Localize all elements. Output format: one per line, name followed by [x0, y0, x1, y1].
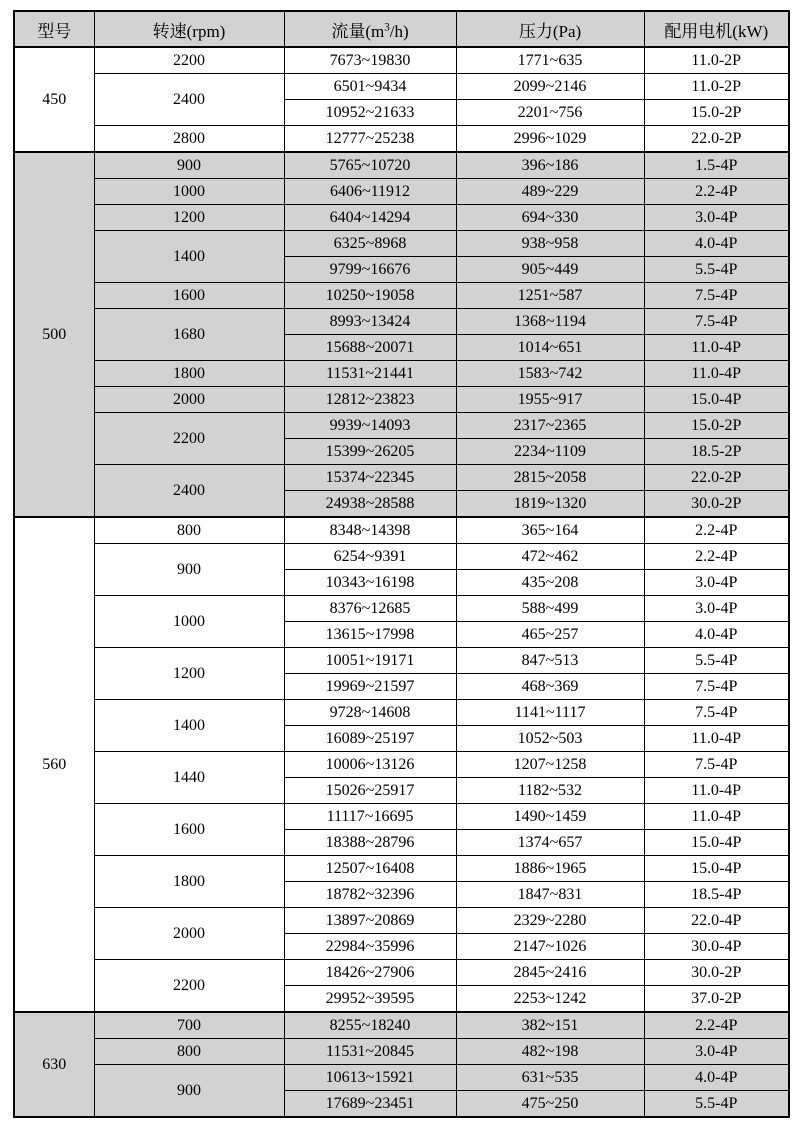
column-header-motor: 配用电机(kW) — [644, 11, 789, 47]
flow-cell: 9939~14093 — [284, 413, 456, 439]
table-row — [14, 361, 789, 387]
pressure-cell: 2253~1242 — [456, 986, 644, 1013]
pressure-cell: 2317~2365 — [456, 413, 644, 439]
motor-cell: 11.0-2P — [644, 74, 789, 100]
flow-cell: 10051~19171 — [284, 648, 456, 674]
table-row — [14, 804, 789, 830]
pressure-cell: 905~449 — [456, 257, 644, 283]
speed-cell: 1400 — [94, 700, 284, 752]
flow-cell: 6404~14294 — [284, 205, 456, 231]
table-row — [14, 596, 789, 622]
flow-cell: 15688~20071 — [284, 335, 456, 361]
motor-cell: 18.5-4P — [644, 882, 789, 908]
speed-cell: 1680 — [94, 309, 284, 361]
motor-cell: 5.5-4P — [644, 1091, 789, 1118]
speed-cell: 1200 — [94, 205, 284, 231]
motor-cell: 30.0-2P — [644, 491, 789, 518]
pressure-cell: 1374~657 — [456, 830, 644, 856]
pressure-cell: 2845~2416 — [456, 960, 644, 986]
speed-cell: 1400 — [94, 231, 284, 283]
table-header-row — [14, 11, 789, 47]
motor-cell: 5.5-4P — [644, 257, 789, 283]
pressure-cell: 694~330 — [456, 205, 644, 231]
pressure-cell: 1955~917 — [456, 387, 644, 413]
pressure-cell: 2329~2280 — [456, 908, 644, 934]
pressure-cell: 2099~2146 — [456, 74, 644, 100]
table-row — [14, 205, 789, 231]
table-row — [14, 126, 789, 153]
motor-cell: 3.0-4P — [644, 570, 789, 596]
pressure-cell: 1141~1117 — [456, 700, 644, 726]
flow-cell: 6501~9434 — [284, 74, 456, 100]
motor-cell: 15.0-4P — [644, 856, 789, 882]
flow-cell: 18426~27906 — [284, 960, 456, 986]
flow-cell: 5765~10720 — [284, 152, 456, 179]
pressure-cell: 489~229 — [456, 179, 644, 205]
pressure-cell: 938~958 — [456, 231, 644, 257]
speed-cell: 1440 — [94, 752, 284, 804]
motor-cell: 2.2-4P — [644, 517, 789, 544]
table-row — [14, 752, 789, 778]
pressure-cell: 1207~1258 — [456, 752, 644, 778]
flow-cell: 15399~26205 — [284, 439, 456, 465]
pressure-cell: 382~151 — [456, 1012, 644, 1039]
flow-cell: 22984~35996 — [284, 934, 456, 960]
motor-cell: 2.2-4P — [644, 179, 789, 205]
flow-cell: 6254~9391 — [284, 544, 456, 570]
motor-cell: 22.0-4P — [644, 908, 789, 934]
column-header-model: 型号 — [14, 11, 94, 47]
flow-cell: 9799~16676 — [284, 257, 456, 283]
speed-cell: 1000 — [94, 596, 284, 648]
flow-cell: 8255~18240 — [284, 1012, 456, 1039]
table-body — [14, 47, 789, 1117]
speed-cell: 2200 — [94, 47, 284, 74]
motor-cell: 11.0-4P — [644, 778, 789, 804]
motor-cell: 15.0-2P — [644, 100, 789, 126]
pressure-cell: 1251~587 — [456, 283, 644, 309]
table-row — [14, 544, 789, 570]
motor-cell: 3.0-4P — [644, 1039, 789, 1065]
speed-cell: 1000 — [94, 179, 284, 205]
pressure-cell: 1182~532 — [456, 778, 644, 804]
column-header-speed: 转速(rpm) — [94, 11, 284, 47]
flow-cell: 6325~8968 — [284, 231, 456, 257]
motor-cell: 11.0-4P — [644, 726, 789, 752]
speed-cell: 800 — [94, 517, 284, 544]
flow-cell: 12507~16408 — [284, 856, 456, 882]
pressure-cell: 482~198 — [456, 1039, 644, 1065]
flow-cell: 17689~23451 — [284, 1091, 456, 1118]
table-row — [14, 179, 789, 205]
motor-cell: 2.2-4P — [644, 544, 789, 570]
speed-cell: 2400 — [94, 465, 284, 518]
pressure-cell: 1014~651 — [456, 335, 644, 361]
motor-cell: 4.0-4P — [644, 1065, 789, 1091]
motor-cell: 11.0-4P — [644, 335, 789, 361]
motor-cell: 11.0-4P — [644, 804, 789, 830]
table-row — [14, 856, 789, 882]
motor-cell: 30.0-2P — [644, 960, 789, 986]
flow-cell: 18782~32396 — [284, 882, 456, 908]
motor-cell: 2.2-4P — [644, 1012, 789, 1039]
flow-cell: 11531~20845 — [284, 1039, 456, 1065]
table-row — [14, 283, 789, 309]
speed-cell: 2200 — [94, 960, 284, 1013]
motor-cell: 7.5-4P — [644, 309, 789, 335]
speed-cell: 2000 — [94, 387, 284, 413]
speed-cell: 900 — [94, 544, 284, 596]
model-cell: 560 — [14, 517, 94, 1012]
column-header-pressure: 压力(Pa) — [456, 11, 644, 47]
table-row — [14, 1039, 789, 1065]
pressure-cell: 1583~742 — [456, 361, 644, 387]
flow-cell: 13615~17998 — [284, 622, 456, 648]
flow-cell: 29952~39595 — [284, 986, 456, 1013]
motor-cell: 7.5-4P — [644, 283, 789, 309]
pressure-cell: 396~186 — [456, 152, 644, 179]
pressure-cell: 847~513 — [456, 648, 644, 674]
pressure-cell: 2815~2058 — [456, 465, 644, 491]
table-row — [14, 231, 789, 257]
motor-cell: 7.5-4P — [644, 752, 789, 778]
flow-cell: 12777~25238 — [284, 126, 456, 153]
speed-cell: 700 — [94, 1012, 284, 1039]
pressure-cell: 631~535 — [456, 1065, 644, 1091]
motor-cell: 7.5-4P — [644, 674, 789, 700]
pressure-cell: 588~499 — [456, 596, 644, 622]
flow-cell: 8993~13424 — [284, 309, 456, 335]
flow-cell: 13897~20869 — [284, 908, 456, 934]
table-row — [14, 1065, 789, 1091]
flow-cell: 8348~14398 — [284, 517, 456, 544]
flow-cell: 10250~19058 — [284, 283, 456, 309]
pressure-cell: 1052~503 — [456, 726, 644, 752]
pressure-cell: 1886~1965 — [456, 856, 644, 882]
motor-cell: 11.0-2P — [644, 47, 789, 74]
table-row — [14, 465, 789, 491]
motor-cell: 3.0-4P — [644, 205, 789, 231]
table-row — [14, 47, 789, 74]
flow-cell: 10006~13126 — [284, 752, 456, 778]
motor-cell: 7.5-4P — [644, 700, 789, 726]
table-row — [14, 1012, 789, 1039]
pressure-cell: 1368~1194 — [456, 309, 644, 335]
pressure-cell: 435~208 — [456, 570, 644, 596]
flow-cell: 10343~16198 — [284, 570, 456, 596]
model-cell: 450 — [14, 47, 94, 152]
model-cell: 630 — [14, 1012, 94, 1117]
flow-cell: 10952~21633 — [284, 100, 456, 126]
motor-cell: 1.5-4P — [644, 152, 789, 179]
flow-cell: 6406~11912 — [284, 179, 456, 205]
motor-cell: 4.0-4P — [644, 622, 789, 648]
table-row — [14, 152, 789, 179]
speed-cell: 1800 — [94, 361, 284, 387]
speed-cell: 2000 — [94, 908, 284, 960]
speed-cell: 900 — [94, 1065, 284, 1118]
flow-cell: 15026~25917 — [284, 778, 456, 804]
fan-spec-table — [13, 10, 790, 1118]
table-row — [14, 648, 789, 674]
motor-cell: 4.0-4P — [644, 231, 789, 257]
motor-cell: 22.0-2P — [644, 126, 789, 153]
motor-cell: 3.0-4P — [644, 596, 789, 622]
table-row — [14, 517, 789, 544]
pressure-cell: 1847~831 — [456, 882, 644, 908]
pressure-cell: 365~164 — [456, 517, 644, 544]
speed-cell: 2800 — [94, 126, 284, 153]
column-header-flow: 流量$(m^3/h)$ — [284, 11, 456, 47]
pressure-cell: 1490~1459 — [456, 804, 644, 830]
table-row — [14, 74, 789, 100]
pressure-cell: 468~369 — [456, 674, 644, 700]
flow-cell: 9728~14608 — [284, 700, 456, 726]
table-row — [14, 700, 789, 726]
table-row — [14, 960, 789, 986]
pressure-cell: 475~250 — [456, 1091, 644, 1118]
flow-cell: 10613~15921 — [284, 1065, 456, 1091]
speed-cell: 2400 — [94, 74, 284, 126]
speed-cell: 900 — [94, 152, 284, 179]
table-row — [14, 309, 789, 335]
table-row — [14, 908, 789, 934]
pressure-cell: 2996~1029 — [456, 126, 644, 153]
pressure-cell: 2234~1109 — [456, 439, 644, 465]
flow-cell: 11531~21441 — [284, 361, 456, 387]
speed-cell: 2200 — [94, 413, 284, 465]
table-header — [14, 11, 789, 47]
pressure-cell: 465~257 — [456, 622, 644, 648]
flow-cell: 11117~16695 — [284, 804, 456, 830]
pressure-cell: 472~462 — [456, 544, 644, 570]
flow-cell: 18388~28796 — [284, 830, 456, 856]
flow-cell: 16089~25197 — [284, 726, 456, 752]
pressure-cell: 1771~635 — [456, 47, 644, 74]
speed-cell: 1600 — [94, 804, 284, 856]
flow-cell: 19969~21597 — [284, 674, 456, 700]
speed-cell: 1200 — [94, 648, 284, 700]
pressure-cell: 2201~756 — [456, 100, 644, 126]
table-row — [14, 413, 789, 439]
motor-cell: 15.0-4P — [644, 387, 789, 413]
motor-cell: 18.5-2P — [644, 439, 789, 465]
speed-cell: 1800 — [94, 856, 284, 908]
table-row — [14, 387, 789, 413]
flow-cell: 8376~12685 — [284, 596, 456, 622]
pressure-cell: 2147~1026 — [456, 934, 644, 960]
flow-cell: 24938~28588 — [284, 491, 456, 518]
motor-cell: 15.0-4P — [644, 830, 789, 856]
motor-cell: 15.0-2P — [644, 413, 789, 439]
speed-cell: 800 — [94, 1039, 284, 1065]
motor-cell: 37.0-2P — [644, 986, 789, 1013]
flow-cell: 7673~19830 — [284, 47, 456, 74]
model-cell: 500 — [14, 152, 94, 517]
motor-cell: 5.5-4P — [644, 648, 789, 674]
motor-cell: 11.0-4P — [644, 361, 789, 387]
speed-cell: 1600 — [94, 283, 284, 309]
flow-cell: 15374~22345 — [284, 465, 456, 491]
motor-cell: 30.0-4P — [644, 934, 789, 960]
pressure-cell: 1819~1320 — [456, 491, 644, 518]
flow-cell: 12812~23823 — [284, 387, 456, 413]
motor-cell: 22.0-2P — [644, 465, 789, 491]
